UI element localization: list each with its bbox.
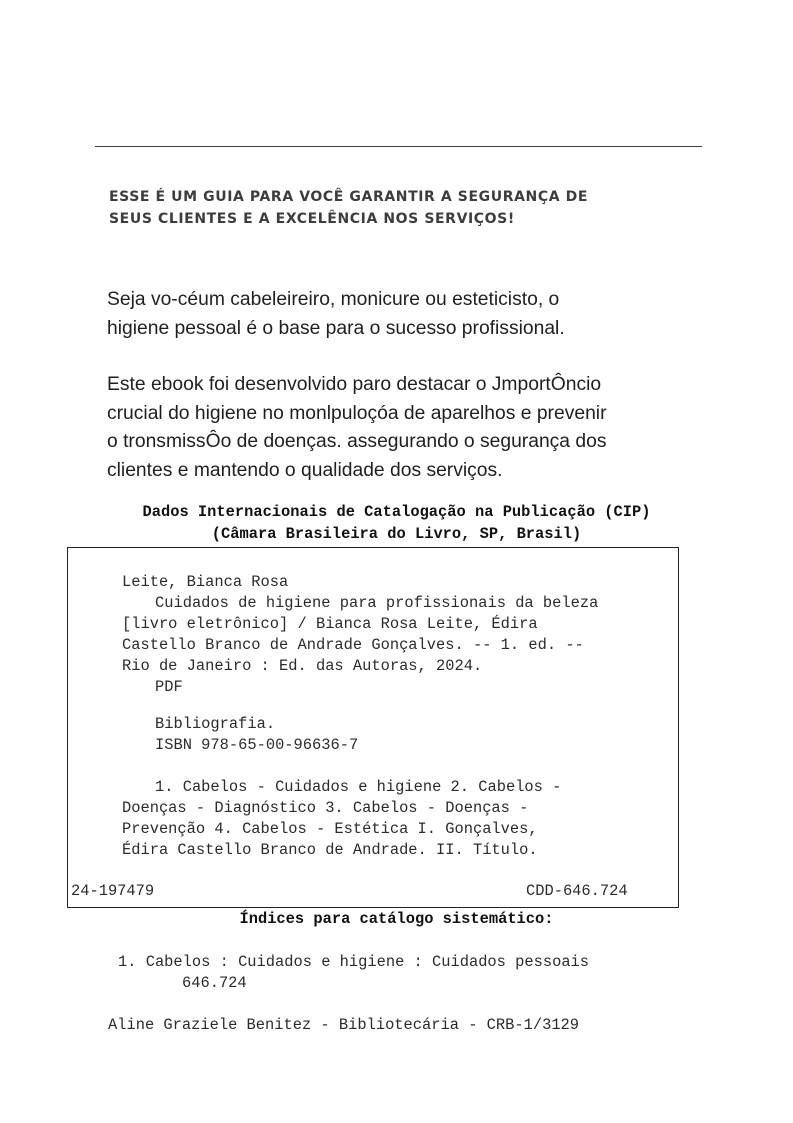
- cip-bibliography: Bibliografia.: [155, 715, 276, 733]
- paragraph-line: crucial do higiene no monlpuloçóa de aparelhos e prevenir: [107, 402, 607, 424]
- paragraph-line: higiene pessoal é o base para o sucesso profissional.: [107, 317, 565, 339]
- paragraph-line: Seja vo-céum cabeleireiro, monicure ou esteticisto, o: [107, 289, 560, 310]
- cip-line: [livro eletrônico] / Bianca Rosa Leite, Édira: [122, 615, 538, 633]
- cip-title: Dados Internacionais de Catalogação na Publicação (CIP): [142, 503, 651, 521]
- cip-author: Leite, Bianca Rosa: [122, 573, 289, 591]
- cip-line: Rio de Janeiro : Ed. das Autoras, 2024.: [122, 657, 483, 675]
- cip-line: Castello Branco de Andrade Gonçalves. -- 1. ed. --: [122, 636, 584, 654]
- index-entry: 1. Cabelos : Cuidados e higiene : Cuidados pessoais: [118, 953, 590, 971]
- cip-isbn: ISBN 978-65-00-96636-7: [155, 736, 359, 754]
- tagline-line: SEUS CLIENTES E A EXCELÊNCIA NOS SERVIÇOS!: [109, 211, 515, 227]
- tagline: [109, 186, 669, 230]
- cip-control-number: 24-197479: [71, 882, 155, 900]
- cip-subject: Édira Castello Branco de Andrade. II. Título.: [122, 841, 538, 859]
- paragraph-line: clientes e mantendo o qualidade dos serviços.: [107, 459, 503, 481]
- cip-line: PDF: [155, 678, 183, 696]
- intro-paragraph-2: [107, 371, 687, 485]
- paragraph-line: o tronsmissÔo de doenças. assegurando o segurança dos: [107, 431, 607, 452]
- intro-paragraph-1: [107, 286, 687, 343]
- cip-subject: Prevenção 4. Cabelos - Estética I. Gonçalves,: [122, 820, 538, 838]
- index-title: Índices para catálogo sistemático:: [239, 910, 554, 928]
- paragraph-line: Este ebook foi desenvolvido paro destacar o JmportÔncio: [107, 374, 602, 395]
- cip-cdd: CDD-646.724: [526, 882, 628, 900]
- cip-line: Cuidados de higiene para profissionais da beleza: [155, 594, 599, 612]
- cip-subject: 1. Cabelos - Cuidados e higiene 2. Cabelos -: [155, 778, 562, 796]
- cip-subject: Doenças - Diagnóstico 3. Cabelos - Doenças -: [122, 799, 529, 817]
- top-divider: [95, 146, 702, 147]
- cip-subtitle: (Câmara Brasileira do Livro, SP, Brasil): [211, 525, 582, 543]
- cip-card: [67, 547, 679, 908]
- tagline-line: ESSE É UM GUIA PARA VOCÊ GARANTIR A SEGURANÇA DE: [109, 189, 589, 205]
- index-entry-code: 646.724: [182, 974, 247, 992]
- librarian-credit: Aline Graziele Benitez - Bibliotecária - CRB-1/3129: [108, 1016, 580, 1034]
